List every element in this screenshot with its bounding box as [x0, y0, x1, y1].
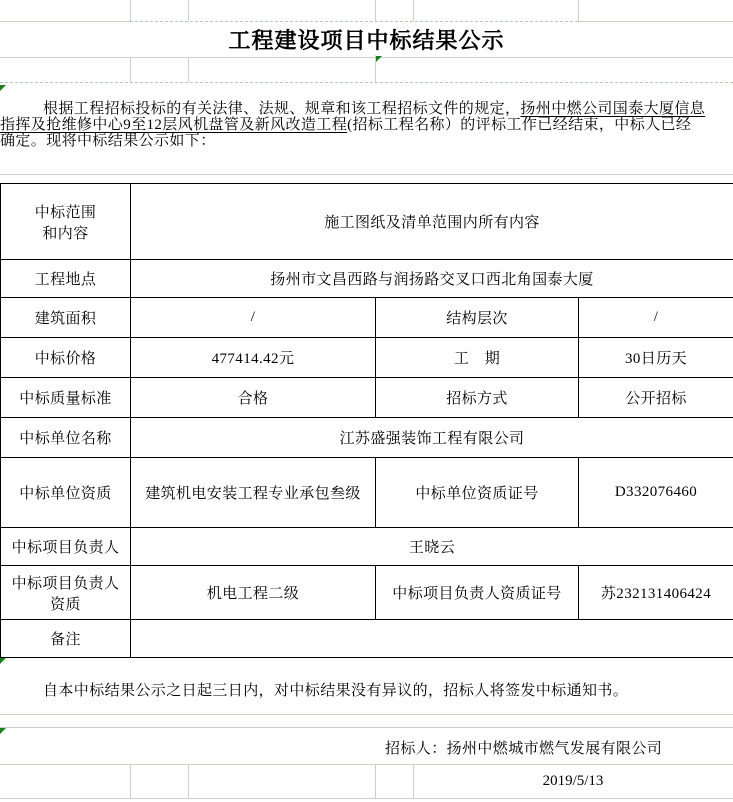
cell-duration-label[interactable]: 工 期 [376, 338, 579, 378]
intro-line-2 [0, 117, 733, 133]
gridline [0, 727, 733, 728]
notice-text: 自本中标结果公示之日起三日内，对中标结果没有异议的，招标人将签发中标通知书。 [43, 683, 629, 699]
cell-qualification-label[interactable]: 中标单位资质 [1, 458, 131, 528]
gridline [0, 82, 733, 83]
table-row [1, 260, 733, 298]
cell-company-label[interactable]: 中标单位名称 [1, 418, 131, 458]
cell-location-label[interactable]: 工程地点 [1, 260, 131, 298]
bid-result-table [0, 183, 733, 658]
cell-remark-label[interactable]: 备注 [1, 620, 131, 658]
cell-quality-label[interactable]: 中标质量标准 [1, 378, 131, 418]
intro-text: 根据工程招标投标的有关法律、法规、规章和该工程招标文件的规定， [43, 101, 521, 117]
cell-company-value[interactable]: 江苏盛强装饰工程有限公司 [131, 418, 733, 458]
cell-manager-qualification-label[interactable] [1, 566, 131, 620]
cell-scope-value[interactable]: 施工图纸及清单范围内所有内容 [131, 184, 733, 260]
intro-line-1 [0, 101, 733, 117]
table-row [1, 378, 733, 418]
label-text: 资质 [50, 596, 81, 613]
gridline [130, 57, 131, 82]
gridline [0, 57, 733, 58]
gridline [188, 0, 189, 21]
table-row [1, 338, 733, 378]
label-text: 和内容 [42, 225, 89, 242]
page-title: 工程建设项目中标结果公示 [228, 27, 505, 53]
gridline [0, 798, 733, 799]
cell-method-label[interactable]: 招标方式 [376, 378, 579, 418]
gridline [0, 714, 733, 715]
table-row [1, 298, 733, 338]
cell-scope-label[interactable] [1, 184, 131, 260]
gridline [0, 764, 733, 765]
intro-text: 确定。现将中标结果公示如下： [0, 133, 216, 149]
announcement-date: 2019/5/13 [542, 773, 604, 789]
gridline [130, 0, 131, 21]
table-row [1, 620, 733, 658]
intro-line-3 [0, 133, 733, 149]
cell-manager-cert-value[interactable]: 苏232131406424 [579, 566, 733, 620]
cell-manager-value[interactable]: 王晓云 [131, 528, 733, 566]
table-row [1, 418, 733, 458]
cell-structure-value[interactable]: / [579, 298, 733, 338]
gridline [130, 764, 131, 798]
project-name-underlined: 扬州中燃公司国泰大厦信息 [520, 101, 706, 117]
cell-qualification-value[interactable]: 建筑机电安装工程专业承包叁级 [131, 458, 376, 528]
cell-error-triangle-icon [0, 728, 6, 734]
cell-structure-label[interactable]: 结构层次 [376, 298, 579, 338]
gridline [375, 0, 376, 21]
table-row [1, 528, 733, 566]
cell-manager-label[interactable]: 中标项目负责人 [1, 528, 131, 566]
cell-quality-value[interactable]: 合格 [131, 378, 376, 418]
label-text: 中标项目负责人 [11, 575, 120, 592]
intro-paragraph [0, 101, 733, 149]
cell-method-value[interactable]: 公开招标 [579, 378, 733, 418]
gridline [413, 0, 414, 21]
cell-remark-value[interactable] [131, 620, 733, 658]
gridline [188, 57, 189, 82]
cell-cert-label[interactable]: 中标单位资质证号 [376, 458, 579, 528]
intro-text: (招标工程名称）的评标工作已经结束，中标人已经 [347, 117, 692, 133]
gridline [578, 0, 579, 21]
cell-error-triangle-icon [0, 658, 6, 664]
cell-area-value[interactable]: / [131, 298, 376, 338]
cell-manager-qualification-value[interactable]: 机电工程二级 [131, 566, 376, 620]
cell-cert-value[interactable]: D332076460 [579, 458, 733, 528]
cell-price-label[interactable]: 中标价格 [1, 338, 131, 378]
gridline [0, 174, 733, 175]
cell-price-value[interactable]: 477414.42元 [131, 338, 376, 378]
cell-location-value[interactable]: 扬州市文昌西路与润扬路交叉口西北角国泰大厦 [131, 260, 733, 298]
cell-manager-cert-label[interactable]: 中标项目负责人资质证号 [376, 566, 579, 620]
table-row [1, 458, 733, 528]
tenderer-line: 招标人：扬州中燃城市燃气发展有限公司 [385, 741, 663, 757]
gridline [188, 764, 189, 798]
cell-duration-value[interactable]: 30日历天 [579, 338, 733, 378]
table-row [1, 184, 733, 260]
table-row [1, 566, 733, 620]
cell-error-triangle-icon [0, 85, 6, 91]
label-text: 中标范围 [34, 204, 97, 221]
gridline [375, 764, 376, 798]
cell-area-label[interactable]: 建筑面积 [1, 298, 131, 338]
project-name-underlined: 指挥及抢维修中心9至12层风机盘管及新风改造工程 [0, 117, 348, 133]
